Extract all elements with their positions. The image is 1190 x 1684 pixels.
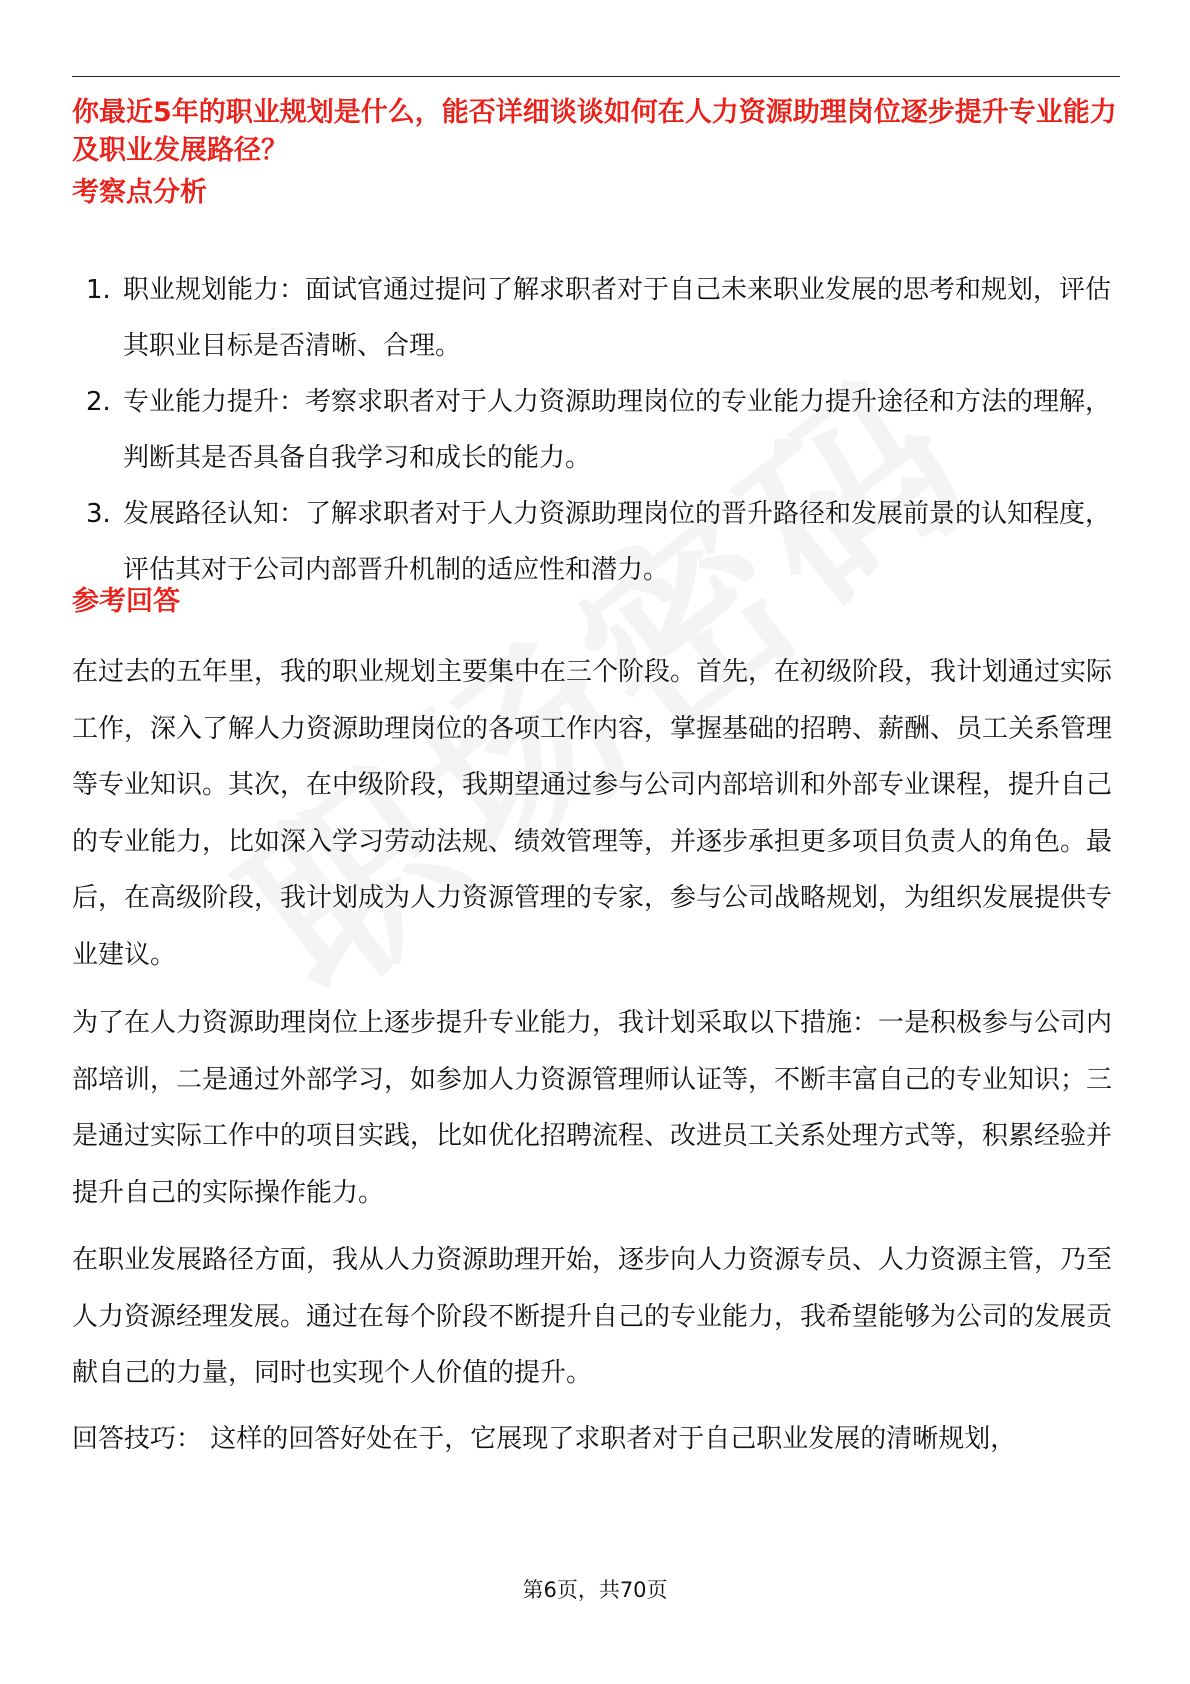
list-item bbox=[72, 486, 1120, 598]
list-item bbox=[72, 374, 1120, 486]
list-item-text: 职业规划能力：面试官通过提问了解求职者对于自己未来职业发展的思考和规划，评估其职业目标是否清晰、合理。 bbox=[123, 275, 1112, 361]
answer-paragraph: 在过去的五年里，我的职业规划主要集中在三个阶段。首先，在初级阶段，我计划通过实际工作，深入了解人力资源助理岗位的各项工作内容，掌握基础的招聘、薪酬、员工关系管理等专业知识。其次，在中级阶段，我期望通过参与公司内部培训和外部专业课程，提升自己的专业能力，比如深入学习劳动法规、绩效管理等，并逐步承担更多项目负责人的角色。最后，在高级阶段，我计划成为人力资源管理的专家，参与公司战略规划，为组织发展提供专业建议。 bbox=[72, 657, 1113, 970]
list-item-number: 2. bbox=[86, 387, 111, 417]
list-item bbox=[72, 262, 1120, 374]
list-item-text: 发展路径认知：了解求职者对于人力资源助理岗位的晋升路径和发展前景的认知程度，评估其对于公司内部晋升机制的适应性和潜力。 bbox=[123, 499, 1112, 585]
list-item-text: 专业能力提升：考察求职者对于人力资源助理岗位的专业能力提升途径和方法的理解，判断其是否具备自我学习和成长的能力。 bbox=[123, 387, 1112, 473]
list-item-number: 1. bbox=[86, 275, 111, 305]
answer-tip: 回答技巧： 这样的回答好处在于，它展现了求职者对于自己职业发展的清晰规划， bbox=[72, 1424, 1017, 1454]
list-item-number: 3. bbox=[86, 499, 111, 529]
page-number: 第6页，共70页 bbox=[522, 1578, 668, 1602]
top-rule bbox=[72, 76, 1120, 77]
analysis-heading: 考察点分析 bbox=[72, 177, 207, 208]
answer-paragraph: 在职业发展路径方面，我从人力资源助理开始，逐步向人力资源专员、人力资源主管，乃至人力资源经理发展。通过在每个阶段不断提升自己的专业能力，我希望能够为公司的发展贡献自己的力量，同时也实现个人价值的提升。 bbox=[72, 1245, 1113, 1388]
answer-heading: 参考回答 bbox=[72, 586, 180, 617]
interview-question: 你最近5年的职业规划是什么，能否详细谈谈如何在人力资源助理岗位逐步提升专业能力及职业发展路径？ bbox=[72, 97, 1117, 166]
analysis-points bbox=[72, 262, 1120, 598]
answer-paragraph: 为了在人力资源助理岗位上逐步提升专业能力，我计划采取以下措施：一是积极参与公司内部培训，二是通过外部学习，如参加人力资源管理师认证等，不断丰富自己的专业知识；三是通过实际工作中的项目实践，比如优化招聘流程、改进员工关系处理方式等，积累经验并提升自己的实际操作能力。 bbox=[72, 1008, 1113, 1208]
